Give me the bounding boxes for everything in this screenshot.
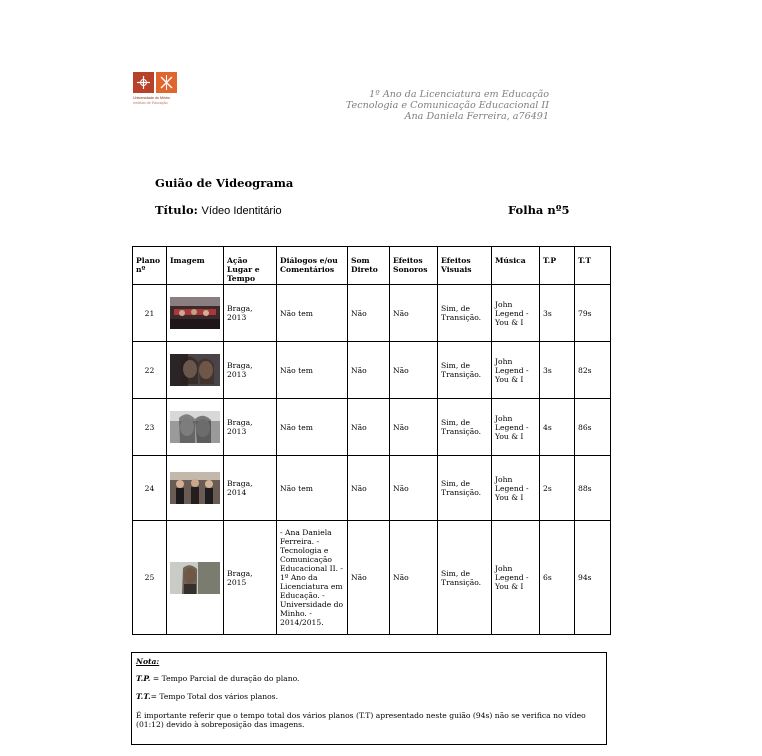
- col-plano: Plano nº: [133, 247, 167, 285]
- col-acao: Ação Lugar e Tempo: [224, 247, 277, 285]
- cell-acao: Braga, 2013: [224, 399, 277, 456]
- course-subject: Tecnologia e Comunicação Educacional II: [345, 100, 549, 111]
- col-tt: T.T: [575, 247, 611, 285]
- cell-efeitos-sonoros: Não: [390, 285, 438, 342]
- cell-tt: 79s: [575, 285, 611, 342]
- cell-plano: 24: [133, 456, 167, 521]
- tp-text: = Tempo Parcial de duração do plano.: [150, 674, 300, 683]
- cell-tt: 94s: [575, 521, 611, 635]
- cell-som-direto: Não: [348, 456, 390, 521]
- cell-tt: 86s: [575, 399, 611, 456]
- video-still-image: [170, 559, 220, 597]
- col-tp: T.P: [540, 247, 575, 285]
- cell-efeitos-visuais: Sim, de Transição.: [438, 521, 492, 635]
- cell-tp: 4s: [540, 399, 575, 456]
- cell-acao: Braga, 2013: [224, 285, 277, 342]
- col-musica: Música: [492, 247, 540, 285]
- cell-som-direto: Não: [348, 399, 390, 456]
- video-still-image: [170, 469, 220, 507]
- cell-som-direto: Não: [348, 342, 390, 399]
- cell-tp: 3s: [540, 342, 575, 399]
- table-row: [133, 342, 611, 399]
- videogram-table: [132, 246, 611, 635]
- table-row: [133, 456, 611, 521]
- cell-efeitos-visuais: Sim, de Transição.: [438, 342, 492, 399]
- cell-musica: John Legend - You & I: [492, 399, 540, 456]
- tt-text: = Tempo Total dos vários planos.: [150, 692, 278, 701]
- cell-tp: 2s: [540, 456, 575, 521]
- cell-imagem: [167, 521, 224, 635]
- cell-dialogos: Não tem: [277, 342, 348, 399]
- cell-plano: 21: [133, 285, 167, 342]
- cell-plano: 25: [133, 521, 167, 635]
- cell-dialogos: Não tem: [277, 456, 348, 521]
- cell-som-direto: Não: [348, 521, 390, 635]
- cell-musica: John Legend - You & I: [492, 456, 540, 521]
- cell-imagem: [167, 285, 224, 342]
- col-som-direto: Som Direto: [348, 247, 390, 285]
- cell-efeitos-visuais: Sim, de Transição.: [438, 285, 492, 342]
- cell-efeitos-sonoros: Não: [390, 342, 438, 399]
- video-still-image: [170, 354, 220, 386]
- cell-efeitos-visuais: Sim, de Transição.: [438, 456, 492, 521]
- cell-tp: 3s: [540, 285, 575, 342]
- col-dialogos: Diálogos e/ou Comentários: [277, 247, 348, 285]
- cell-plano: 22: [133, 342, 167, 399]
- cell-tp: 6s: [540, 521, 575, 635]
- cell-acao: Braga, 2013: [224, 342, 277, 399]
- video-still-image: [170, 411, 220, 443]
- document-title: Guião de Videograma: [155, 176, 294, 190]
- course-header: [346, 89, 549, 122]
- cell-efeitos-sonoros: Não: [390, 521, 438, 635]
- cell-efeitos-visuais: Sim, de Transição.: [438, 399, 492, 456]
- title-label: Título: [155, 203, 194, 217]
- note-remark: É importante referir que o tempo total dos vários planos (T.T) apresentado neste guião (94s) não se verifica no vídeo (01:12) devido à sobreposição das imagens.: [136, 711, 586, 729]
- cell-plano: 23: [133, 399, 167, 456]
- cell-acao: Braga, 2014: [224, 456, 277, 521]
- logo-institute-name: Instituto de Educação: [133, 101, 168, 105]
- cell-dialogos: Não tem: [277, 285, 348, 342]
- cell-imagem: [167, 399, 224, 456]
- cell-dialogos: - Ana Daniela Ferreira. - Tecnologia e Comunicação Educacional II. - 1º Ano da Licenciatura em Educação. - Universidade do Minho. - 2014/2015.: [277, 521, 348, 635]
- sheet-number: Folha nº5: [508, 203, 570, 217]
- note-box: [131, 652, 607, 745]
- col-efeitos-sonoros: Efeitos Sonoros: [390, 247, 438, 285]
- cell-musica: John Legend - You & I: [492, 521, 540, 635]
- logo-left-emblem: [133, 72, 154, 93]
- note-tt-definition: [136, 692, 602, 701]
- table-row: [133, 399, 611, 456]
- col-imagem: Imagem: [167, 247, 224, 285]
- cell-som-direto: Não: [348, 285, 390, 342]
- col-efeitos-visuais: Efeitos Visuais: [438, 247, 492, 285]
- video-still-image: [170, 297, 220, 329]
- course-year: 1º Ano da Licenciatura em Educação: [369, 89, 549, 100]
- cell-efeitos-sonoros: Não: [390, 456, 438, 521]
- student-name: Ana Daniela Ferreira, a76491: [404, 111, 549, 122]
- title-value: Vídeo Identitário: [201, 205, 282, 217]
- cell-musica: John Legend - You & I: [492, 285, 540, 342]
- cell-imagem: [167, 456, 224, 521]
- video-title-row: Título: Vídeo Identitário: [155, 203, 282, 217]
- cell-efeitos-sonoros: Não: [390, 399, 438, 456]
- logo-university-name: Universidade do Minho: [133, 96, 170, 100]
- cell-tt: 88s: [575, 456, 611, 521]
- tp-abbr: T.P.: [136, 674, 151, 683]
- table-header-row: [133, 247, 611, 285]
- table-row: [133, 521, 611, 635]
- cell-tt: 82s: [575, 342, 611, 399]
- note-heading: Nota:: [136, 657, 160, 666]
- cell-acao: Braga, 2015: [224, 521, 277, 635]
- cell-dialogos: Não tem: [277, 399, 348, 456]
- cell-imagem: [167, 342, 224, 399]
- table-row: [133, 285, 611, 342]
- note-tp-definition: [136, 674, 602, 683]
- cell-musica: John Legend - You & I: [492, 342, 540, 399]
- tt-abbr: T.T.: [136, 692, 151, 701]
- logo-right-emblem: [156, 72, 177, 93]
